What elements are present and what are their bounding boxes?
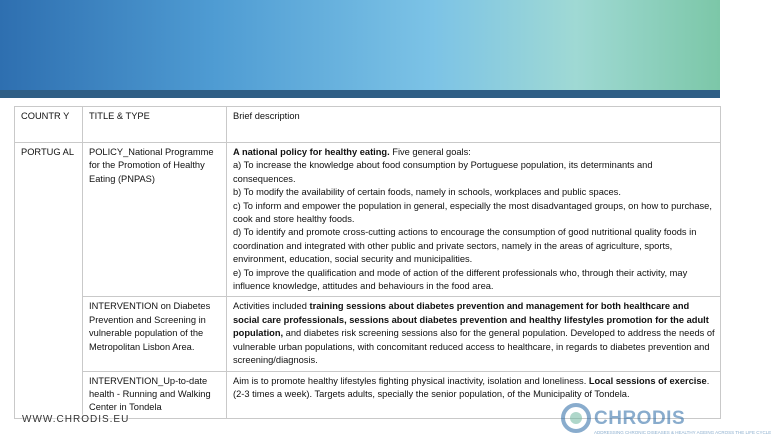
row-title: POLICY_National Programme for the Promotion of Healthy Eating (PNPAS) bbox=[83, 143, 227, 297]
header-banner bbox=[0, 0, 720, 90]
header-banner-bar bbox=[0, 90, 720, 98]
row-title: INTERVENTION_Up-to-date health - Running and Walking Center in Tondela bbox=[83, 371, 227, 418]
chrodis-logo-icon bbox=[560, 400, 592, 440]
header-description: Brief description bbox=[227, 107, 721, 143]
description-part: . (2-3 times a week). Targets adults, specially the senior population, of the Municipality of Tondela. bbox=[233, 375, 710, 399]
description-part: Activities included bbox=[233, 301, 310, 312]
row-description bbox=[227, 297, 721, 371]
goal-b: b) To modify the availability of certain foods, namely in schools, workplaces and public spaces. bbox=[233, 187, 621, 198]
header-country: COUNTR Y bbox=[15, 107, 83, 143]
description-part: Aim is to promote healthy lifestyles fighting physical inactivity, isolation and loneliness. bbox=[233, 375, 589, 386]
goal-c: c) To inform and empower the population in general, especially the most disadvantaged groups, on how to purchase, cook and store healthy foods. bbox=[233, 200, 712, 225]
table-header-row bbox=[15, 107, 721, 143]
goal-e: e) To improve the qualification and mode of action of the different professionals who, through their activity, may influence knowledge, attitudes and behaviours in the food area. bbox=[233, 267, 688, 292]
goal-a: a) To increase the knowledge about food consumption by Portuguese population, its determinants and consequences. bbox=[233, 160, 653, 184]
footer-url[interactable]: WWW.CHRODIS.EU bbox=[22, 414, 130, 425]
description-lead-rest: Five general goals: bbox=[389, 147, 471, 157]
row-description bbox=[227, 143, 721, 297]
logo-name: CHRODIS bbox=[594, 408, 686, 429]
logo-tagline: ADDRESSING CHRONIC DISEASES & HEALTHY AGEING ACROSS THE LIFE CYCLE bbox=[594, 430, 771, 435]
description-part: and diabetes risk screening sessions also for the general population. Developed to address the needs of vulnerable urban populations, with concomitant reduced access to healthcare, in regards to diabetes prevention and screening/diagnosis. bbox=[233, 328, 715, 366]
interventions-table bbox=[14, 106, 721, 419]
description-part-bold: Local sessions of exercise bbox=[588, 375, 707, 386]
description-part-bold: training sessions about diabetes prevention and management for both healthcare and social care professionals, sessions about diabetes prevention and healthy lifestyles promotion for the adult population, bbox=[233, 301, 709, 339]
description-lead: A national policy for healthy eating. bbox=[233, 147, 390, 157]
header-title-type: TITLE & TYPE bbox=[83, 107, 227, 143]
table-row bbox=[15, 297, 721, 371]
row-title: INTERVENTION on Diabetes Prevention and Screening in vulnerable population of the Metropolitan Lisbon Area. bbox=[83, 297, 227, 371]
goal-d: d) To identify and promote cross-cutting actions to encourage the consumption of good nutritional quality foods in coordination and integrated with other public and private sectors, namely in the areas of agriculture, sports, environment, education, social security and municipalities. bbox=[233, 227, 697, 265]
table-row bbox=[15, 143, 721, 297]
row-country: PORTUG AL bbox=[15, 143, 83, 419]
chrodis-logo bbox=[560, 400, 771, 444]
